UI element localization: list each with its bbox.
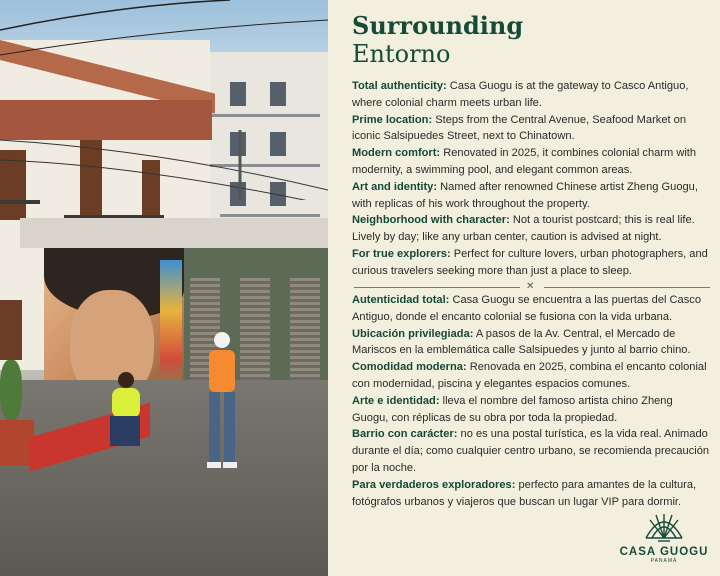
paragraph-text: Casa Guogu se encuentra a las puertas del Casco Antiguo, donde el encanto colonial se fusiona con la vida urbana. [352, 294, 701, 323]
title-english: Surrounding [352, 11, 524, 40]
paragraph-text: Casa Guogu is at the gateway to Casco Antiguo, where colonial charm meets urban life. [352, 80, 689, 109]
paragraph [352, 78, 712, 112]
paragraph [352, 212, 712, 246]
ground-door [0, 300, 22, 360]
street-ground [0, 380, 328, 576]
paragraph [352, 477, 712, 511]
paragraph [352, 112, 712, 146]
paragraph-label: Comodidad moderna: [352, 361, 467, 374]
paragraph-text: Renovated in 2025, it combines colonial charm with modernity, a swimming pool, and elegant common areas. [352, 147, 697, 176]
paragraph [352, 359, 712, 393]
paragraph-text: lleva el nombre del famoso artista chino Zheng Guogu, con réplicas de su obra por toda la propiedad. [352, 394, 673, 424]
paragraph [352, 145, 712, 179]
planter [0, 420, 34, 466]
paragraph [352, 179, 712, 213]
paragraph-label: Art and identity: [352, 180, 438, 193]
paragraph [352, 426, 712, 476]
paragraph-text: Named after renowned Chinese artist Zheng Guogu, with replicas of his work throughout the property. [352, 180, 698, 210]
street-photo [0, 0, 328, 576]
paragraph [352, 292, 712, 326]
paragraph-label: Ubicación privilegiada: [352, 327, 474, 340]
paragraph-label: Para verdaderos exploradores: [352, 478, 516, 491]
paragraph-text: Steps from the Central Avenue, Seafood Market on iconic Salsipuedes Street, next to Chinatown. [352, 113, 687, 143]
paragraph-text: no es una postal turística, es la vida real. Animado durante el día; como cualquier centro urbano, se recomienda precaución por la noche. [352, 428, 710, 474]
description-panel [328, 0, 720, 576]
standing-person [205, 330, 239, 470]
seated-person [100, 370, 146, 450]
english-section [352, 78, 712, 280]
brand-location: PANAMÁ [650, 558, 678, 564]
divider-ornament-icon: ✕ [526, 281, 535, 292]
power-lines [0, 0, 328, 200]
shell-fan-icon [642, 510, 686, 544]
paragraph-label: Total authenticity: [352, 80, 447, 92]
paragraph-text: Not a tourist postcard; this is real life. Lively by day; like any urban center, caution is advised at night. [352, 214, 695, 244]
title-spanish: Entorno [352, 40, 451, 68]
paragraph [352, 326, 712, 360]
brand-name: CASA GUOGU [619, 546, 709, 558]
plant [0, 360, 22, 420]
brand-logo [614, 510, 714, 574]
paragraph-text: Perfect for culture lovers, urban photographers, and curious travelers seeking more than just a place to sleep. [352, 247, 708, 277]
paragraph-label: Arte e identidad: [352, 394, 440, 407]
spanish-section [352, 292, 712, 510]
paragraph-text: perfecto para amantes de la cultura, fotógrafos urbanos y viajeros que buscan un lugar VIP para dormir. [352, 478, 697, 508]
kiosk-roof [20, 218, 328, 248]
paragraph-label: Prime location: [352, 113, 433, 126]
paragraph-label: Modern comfort: [352, 147, 441, 160]
paragraph [352, 246, 712, 280]
paragraph-label: Neighborhood with character: [352, 214, 510, 227]
paragraph-label: Barrio con carácter: [352, 428, 458, 441]
paragraph-text: A pasos de la Av. Central, el Mercado de Mariscos en la emblemática calle Salsipuedes y junto al barrio chino. [352, 327, 691, 357]
paragraph-label: Autenticidad total: [352, 294, 450, 306]
paragraph [352, 393, 712, 427]
paragraph-label: For true explorers: [352, 247, 451, 260]
paragraph-text: Renovada en 2025, combina el encanto colonial con modernidad, piscina y elegantes espacios comunes. [352, 361, 707, 390]
balcony-rail [0, 200, 40, 204]
